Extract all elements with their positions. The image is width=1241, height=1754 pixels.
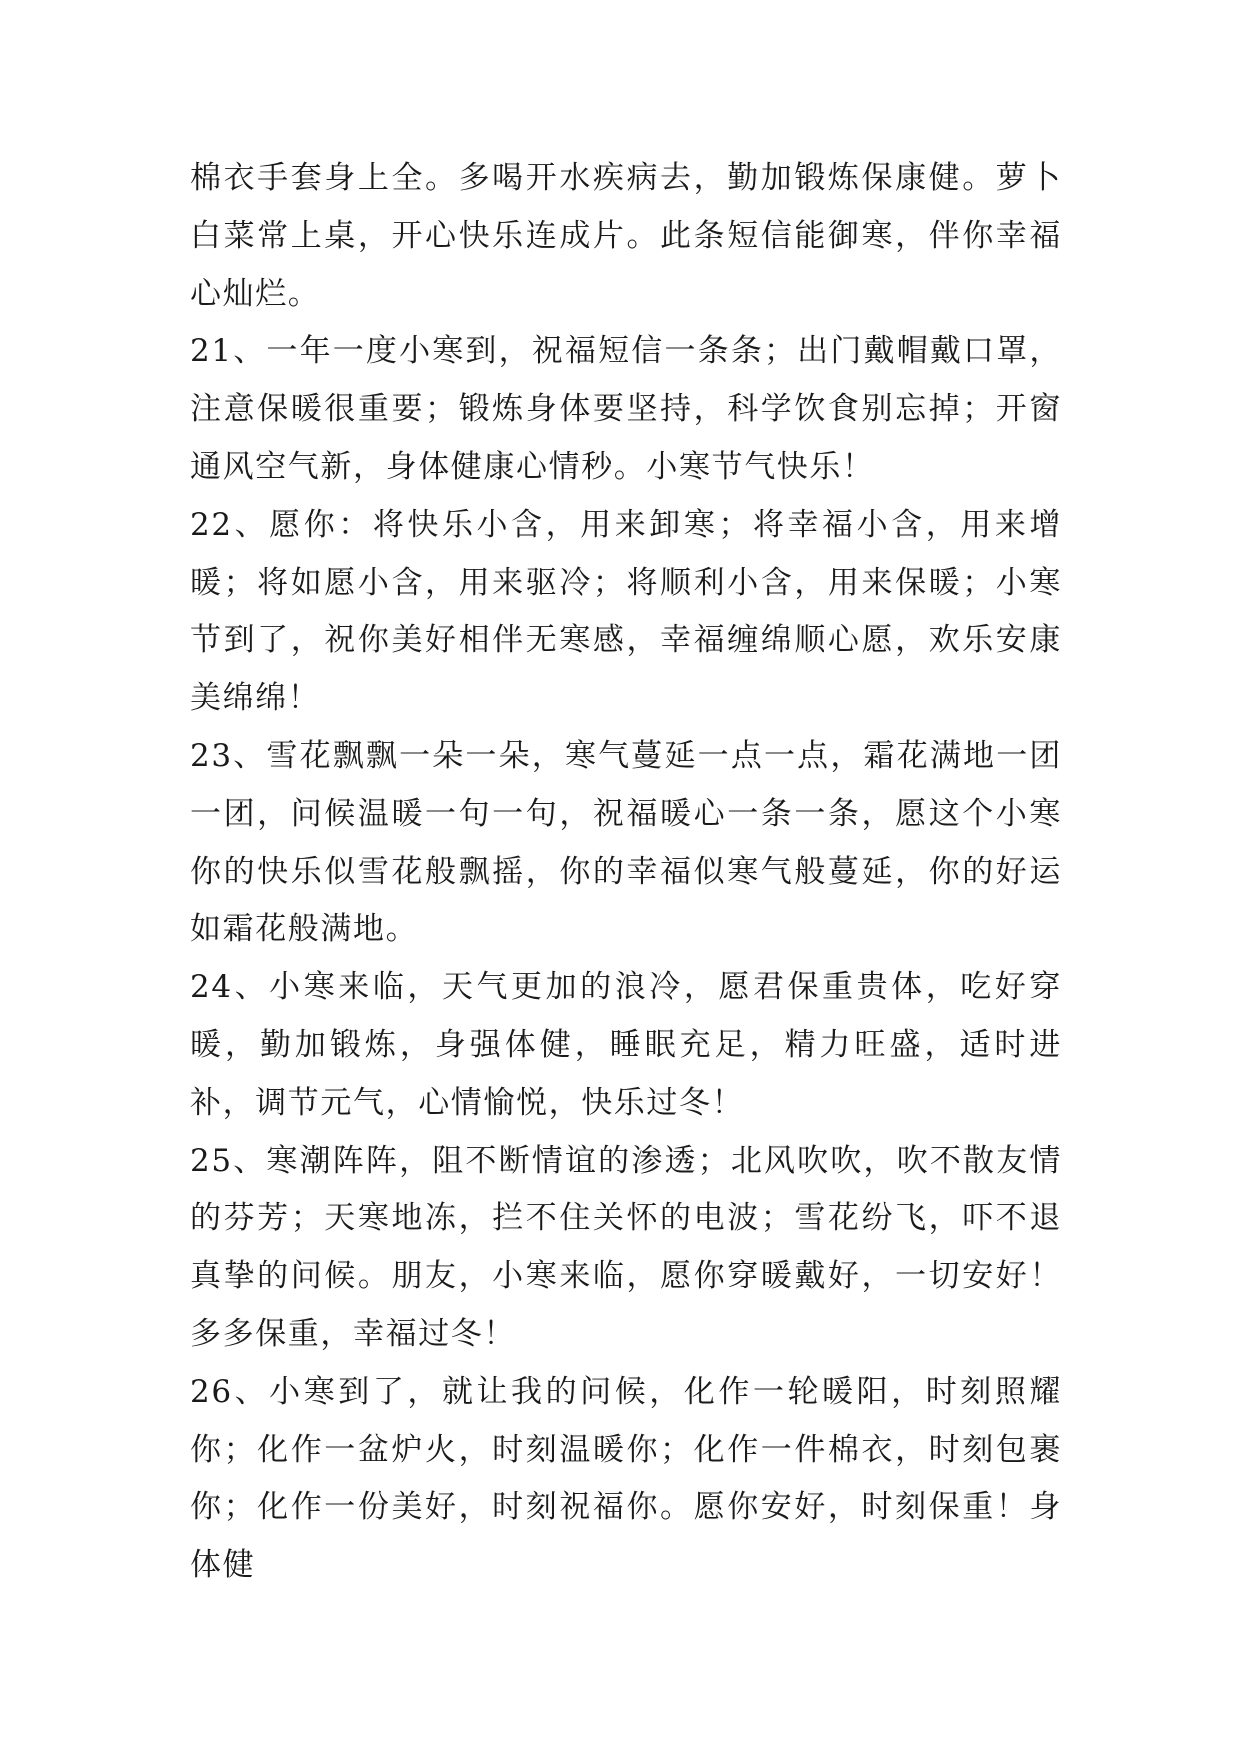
paragraph-22: 22、愿你：将快乐小含，用来卸寒；将幸福小含，用来增暖；将如愿小含，用来驱冷；将顺利小含，用来保暖；小寒节到了，祝你美好相伴无寒感，幸福缠绵顺心愿，欢乐安康美绵绵！ — [190, 506, 1062, 717]
paragraph-24: 24、小寒来临，天气更加的浪冷，愿君保重贵体，吃好穿暖，勤加锻炼，身强体健，睡眠充足，精力旺盛，适时进补，调节元气，心情愉悦，快乐过冬！ — [190, 969, 1062, 1121]
paragraph-continued: 棉衣手套身上全。多喝开水疾病去，勤加锻炼保康健。萝卜白菜常上桌，开心快乐连成片。此条短信能御寒，伴你幸福心灿烂。 — [190, 160, 1062, 312]
paragraph-26: 26、小寒到了，就让我的问候，化作一轮暖阳，时刻照耀你；化作一盆炉火，时刻温暖你；化作一件棉衣，时刻包裹你；化作一份美好，时刻祝福你。愿你安好，时刻保重！身体健 — [190, 1373, 1062, 1584]
paragraph-23: 23、雪花飘飘一朵一朵，寒气蔓延一点一点，霜花满地一团一团，问候温暖一句一句，祝福暖心一条一条，愿这个小寒你的快乐似雪花般飘摇，你的幸福似寒气般蔓延，你的好运如霜花般满地。 — [190, 737, 1062, 948]
paragraph-21: 21、一年一度小寒到，祝福短信一条条；出门戴帽戴口罩，注意保暖很重要；锻炼身体要坚持，科学饮食别忘掉；开窗通风空气新，身体健康心情秒。小寒节气快乐！ — [190, 333, 1062, 485]
document-body — [190, 150, 1062, 1595]
paragraph-25: 25、寒潮阵阵，阻不断情谊的渗透；北风吹吹，吹不散友情的芬芳；天寒地冻，拦不住关怀的电波；雪花纷飞，吓不退真挚的问候。朋友，小寒来临，愿你穿暖戴好，一切安好！多多保重，幸福过冬！ — [190, 1142, 1062, 1352]
